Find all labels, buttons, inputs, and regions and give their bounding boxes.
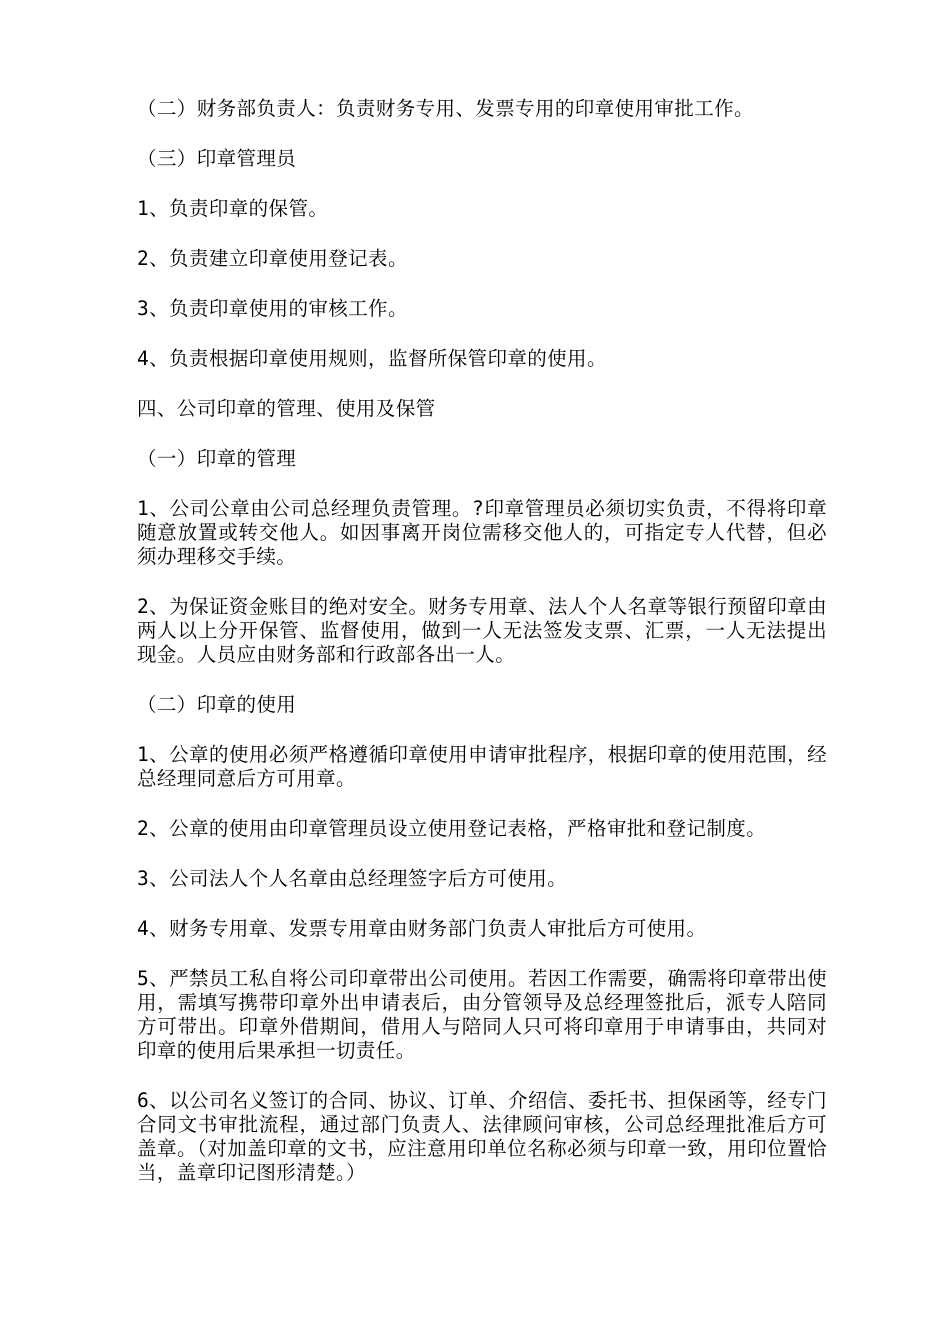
document-body [137,97,827,1211]
paragraph-usage-1: 1、公章的使用必须严格遵循印章使用申请审批程序，根据印章的使用范围，经总经理同意后方可用章。 [137,743,827,790]
paragraph-seal-keeper-heading: （三）印章管理员 [137,147,297,170]
paragraph-usage-4: 4、财务专用章、发票专用章由财务部门负责人审批后方可使用。 [137,917,707,940]
paragraph-keeper-duty-3: 3、负责印章使用的审核工作。 [137,297,408,320]
paragraph-keeper-duty-4: 4、负责根据印章使用规则，监督所保管印章的使用。 [137,347,607,370]
paragraph-usage-5: 5、严禁员工私自将公司印章带出公司使用。若因工作需要，确需将印章带出使用，需填写携带印章外出申请表后，由分管领导及总经理签批后，派专人陪同方可带出。印章外借期间，借用人与陪同人只可将印章用于申请事由，共同对印章的使用后果承担一切责任。 [137,967,827,1062]
paragraph-usage-3: 3、公司法人个人名章由总经理签字后方可使用。 [137,867,568,890]
paragraph-keeper-duty-2: 2、负责建立印章使用登记表。 [137,247,408,270]
subsection-heading-management: （一）印章的管理 [137,447,297,470]
paragraph-finance-head: （二）财务部负责人：负责财务专用、发票专用的印章使用审批工作。 [137,97,754,120]
section-heading-four: 四、公司印章的管理、使用及保管 [137,397,436,420]
paragraph-usage-2: 2、公章的使用由印章管理员设立使用登记表格，严格审批和登记制度。 [137,817,767,840]
paragraph-management-2: 2、为保证资金账目的绝对安全。财务专用章、法人个人名章等银行预留印章由两人以上分开保管、监督使用，做到一人无法签发支票、汇票，一人无法提出现金。人员应由财务部和行政部各出一人。 [137,595,827,666]
paragraph-keeper-duty-1: 1、负责印章的保管。 [137,197,329,220]
paragraph-usage-6: 6、以公司名义签订的合同、协议、订单、介绍信、委托书、担保函等，经专门合同文书审批流程，通过部门负责人、法律顾问审核，公司总经理批准后方可盖章。（对加盖印章的文书，应注意用印单位名称必须与印章一致，用印位置恰当，盖章印记图形清楚。） [137,1089,827,1184]
subsection-heading-usage: （二）印章的使用 [137,693,297,716]
paragraph-management-1: 1、公司公章由公司总经理负责管理。?印章管理员必须切实负责，不得将印章随意放置或转交他人。如因事离开岗位需移交他人的，可指定专人代替，但必须办理移交手续。 [137,497,827,568]
